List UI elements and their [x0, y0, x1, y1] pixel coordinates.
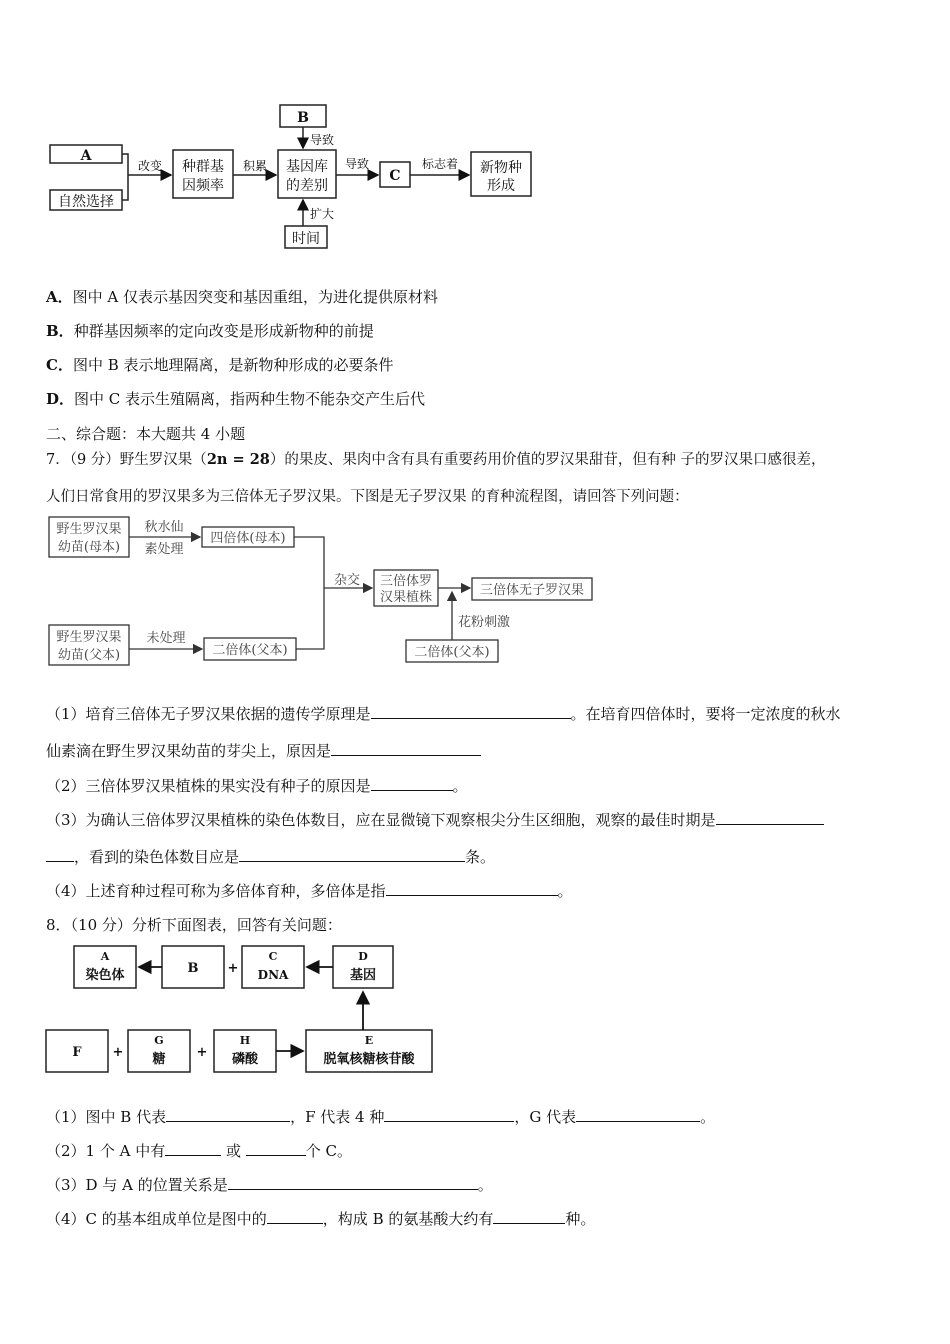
pollen-label: 花粉刺激: [457, 615, 511, 630]
a-text: 染色体: [85, 968, 125, 983]
hybrid-label: 杂交: [333, 573, 361, 588]
answer-blank[interactable]: [228, 1175, 478, 1190]
triploid-label-2: 汉果植株: [379, 590, 433, 605]
q8-title: 8．（10 分）分析下面图表，回答有关问题：: [46, 916, 342, 934]
seedless-label: 三倍体无子罗汉果: [479, 583, 585, 598]
label-expand: 扩大: [309, 207, 335, 221]
section-title: 二、综合题：本大题共 4 小题: [46, 425, 246, 443]
wild-father-label-2: 幼苗(父本): [57, 648, 121, 663]
q7-sub1-line1: （1）培育三倍体无子罗汉果依据的遗传学原理是 。在培育四倍体时，要将一定浓度的秋水: [46, 705, 841, 723]
box-c-label: C: [389, 168, 401, 184]
untreated-label: 未处理: [146, 631, 186, 646]
tetraploid-label: 四倍体(母本): [210, 531, 286, 546]
gene-structure-diagram: [44, 940, 444, 1080]
answer-blank[interactable]: [166, 1107, 290, 1122]
colch-label-2: 素处理: [144, 542, 184, 557]
plus-sign: +: [112, 1045, 124, 1060]
colch-label-1: 秋水仙: [144, 520, 184, 535]
f-letter: F: [72, 1045, 82, 1060]
d-text: 基因: [349, 968, 377, 983]
answer-blank[interactable]: [716, 810, 824, 825]
d-letter: D: [358, 950, 368, 963]
box-b-label: B: [297, 110, 309, 126]
g-text: 糖: [152, 1052, 166, 1067]
q7-sub2: （2）三倍体罗汉果植株的果实没有种子的原因是 。: [46, 777, 468, 795]
q8-sub3: （3）D 与 A 的位置关系是 。: [46, 1176, 493, 1194]
diploid-father-label: 二倍体(父本): [212, 643, 288, 658]
q7-sub4: （4）上述育种过程可称为多倍体育种，多倍体是指 。: [46, 882, 573, 900]
label-lead-c: 导致: [344, 157, 370, 171]
label-accumulate: 积累: [242, 159, 268, 173]
triploid-label-1: 三倍体罗: [379, 574, 433, 589]
answer-blank[interactable]: [371, 776, 453, 791]
answer-blank[interactable]: [493, 1209, 565, 1224]
answer-blank[interactable]: [46, 847, 74, 862]
q7-sub3-line2: ，看到的染色体数目应是 条。: [46, 846, 495, 867]
b-letter: B: [187, 961, 199, 976]
wild-father-label-1: 野生罗汉果: [56, 630, 122, 645]
option-d: D．图中 C 表示生殖隔离，指两种生物不能杂交产生后代: [46, 390, 426, 408]
evolution-diagram: [44, 100, 534, 255]
box-a-label: A: [80, 148, 92, 164]
label-lead-b: 导致: [309, 133, 335, 147]
breeding-diagram: [44, 512, 604, 672]
option-c: C．图中 B 表示地理隔离，是新物种形成的必要条件: [46, 356, 394, 374]
q7-sub1-line2: 仙素滴在野生罗汉果幼苗的芽尖上，原因是: [46, 740, 481, 761]
answer-blank[interactable]: [267, 1209, 323, 1224]
answer-blank[interactable]: [371, 704, 571, 719]
q8-sub1: （1）图中 B 代表 ，F 代表 4 种 ，G 代表 。: [46, 1108, 716, 1126]
q7-sub3-line1: （3）为确认三倍体罗汉果植株的染色体数目，应在显微镜下观察根尖分生区细胞，观察的最佳时期是: [46, 809, 824, 830]
label-change: 改变: [137, 159, 163, 173]
answer-blank[interactable]: [246, 1141, 306, 1156]
q8-sub4: （4）C 的基本组成单位是图中的 ，构成 B 的氨基酸大约有 种。: [46, 1210, 596, 1228]
box-pool-label-1: 基因库: [286, 159, 328, 175]
g-letter: G: [154, 1034, 164, 1047]
h-letter: H: [239, 1034, 251, 1047]
q7-line1: 7．（9 分）野生罗汉果（2n = 28）的果皮、果肉中含有具有重要药用价值的罗汉果甜苷，但有种 子的罗汉果口感很差，: [46, 451, 826, 468]
option-b: B．种群基因频率的定向改变是形成新物种的前提: [46, 322, 374, 340]
option-a: A．图中 A 仅表示基因突变和基因重组，为进化提供原材料: [46, 288, 439, 306]
q8-sub2: （2）1 个 A 中有 或 个 C。: [46, 1142, 353, 1160]
answer-blank[interactable]: [239, 847, 465, 862]
wild-mother-label-1: 野生罗汉果: [56, 522, 122, 537]
a-letter: A: [100, 950, 110, 963]
box-natural-label: 自然选择: [58, 194, 114, 210]
box-freq-label-2: 因频率: [182, 178, 224, 194]
plus-sign: +: [196, 1045, 208, 1060]
c-text: DNA: [257, 968, 289, 982]
box-pool-label-2: 的差别: [286, 178, 328, 194]
box-time-label: 时间: [292, 231, 320, 247]
diploid-father-label-2: 二倍体(父本): [414, 645, 490, 660]
q7-line2: 人们日常食用的罗汉果多为三倍体无子罗汉果。下图是无子罗汉果 的育种流程图，请回答下列问题：: [46, 489, 689, 505]
answer-blank[interactable]: [576, 1107, 700, 1122]
box-new-label-1: 新物种: [480, 160, 522, 176]
plus-sign: +: [227, 961, 239, 976]
e-text: 脱氧核糖核苷酸: [323, 1052, 415, 1067]
h-text: 磷酸: [231, 1052, 259, 1067]
label-mark: 标志着: [421, 157, 459, 171]
box-new-label-2: 形成: [487, 178, 515, 194]
answer-blank[interactable]: [165, 1141, 221, 1156]
answer-blank[interactable]: [386, 881, 558, 896]
e-letter: E: [364, 1034, 374, 1047]
answer-blank[interactable]: [384, 1107, 514, 1122]
wild-mother-label-2: 幼苗(母本): [57, 540, 121, 555]
c-letter: C: [268, 950, 278, 963]
box-freq-label-1: 种群基: [182, 159, 224, 175]
answer-blank[interactable]: [331, 741, 481, 756]
